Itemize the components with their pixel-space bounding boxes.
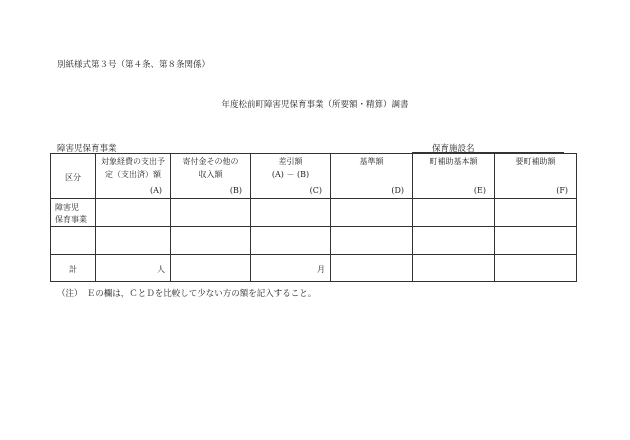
column-e-line1: 町補助基本額 (429, 157, 478, 166)
business-label: 障害児保育事業 (57, 144, 117, 154)
cell-f[interactable] (495, 227, 577, 255)
column-b-line1: 寄付金その他の (182, 157, 239, 166)
row-label-line2: 保育事業 (55, 215, 87, 224)
total-cell-a[interactable] (96, 255, 171, 282)
total-cell-b[interactable] (171, 255, 251, 282)
footnote: （注） Ｅの欄は，ＣとＤを比較して少ない方の額を記入すること。 (57, 289, 317, 299)
column-b-letter: (B) (229, 186, 242, 195)
total-label: 計 (69, 265, 77, 274)
total-cell-d[interactable] (331, 255, 413, 282)
cell-d[interactable] (331, 199, 413, 227)
unit-persons: 人 (157, 265, 165, 274)
column-d-letter: (D) (391, 186, 404, 195)
facility-name-field (412, 142, 564, 153)
column-header-f (495, 154, 577, 199)
column-a-line1: 対象経費の支出予 (101, 157, 165, 166)
form-number: 別紙様式第３号（第４条、第８条関係） (57, 60, 211, 70)
cell-b[interactable] (171, 199, 251, 227)
kubun-label: 区分 (65, 173, 81, 182)
cell-e[interactable] (413, 199, 495, 227)
document-title: 年度松前町障害児保育事業（所要額・精算）調書 (221, 100, 409, 110)
column-a-letter: (A) (149, 186, 162, 195)
cell-a[interactable] (96, 199, 171, 227)
column-header-b (171, 154, 251, 199)
column-c-line2: (A) － (B) (271, 170, 310, 179)
column-header-e (413, 154, 495, 199)
column-header-d (331, 154, 413, 199)
column-f-line1: 要町補助額 (515, 157, 556, 166)
unit-months: 月 (317, 265, 325, 274)
row-label-cell-empty (51, 227, 96, 255)
facility-name-label: 保育施設名 (432, 144, 475, 154)
header-row (51, 154, 577, 199)
table-row (51, 227, 577, 255)
column-c-letter: (C) (309, 186, 322, 195)
cell-f[interactable] (495, 199, 577, 227)
column-f-letter: (F) (556, 186, 568, 195)
kubun-header (51, 154, 96, 199)
column-e-letter: (E) (473, 186, 486, 195)
table-row (51, 199, 577, 227)
total-label-cell (51, 255, 96, 282)
cell-c[interactable] (251, 227, 331, 255)
column-header-a (96, 154, 171, 199)
cell-b[interactable] (171, 227, 251, 255)
cell-a[interactable] (96, 227, 171, 255)
total-row (51, 255, 577, 282)
column-a-line2: 定（支出済）額 (105, 170, 161, 179)
total-cell-f[interactable] (495, 255, 577, 282)
column-b-line2: 収入額 (198, 170, 223, 179)
row-label-line1: 障害児 (55, 203, 79, 212)
row-label-cell (51, 199, 96, 227)
cell-e[interactable] (413, 227, 495, 255)
column-c-line1: 差引額 (278, 157, 303, 166)
total-cell-c[interactable] (251, 255, 331, 282)
column-header-c (251, 154, 331, 199)
cell-d[interactable] (331, 227, 413, 255)
total-cell-e[interactable] (413, 255, 495, 282)
column-d-line1: 基準額 (359, 157, 384, 166)
cell-c[interactable] (251, 199, 331, 227)
budget-table (50, 153, 577, 282)
